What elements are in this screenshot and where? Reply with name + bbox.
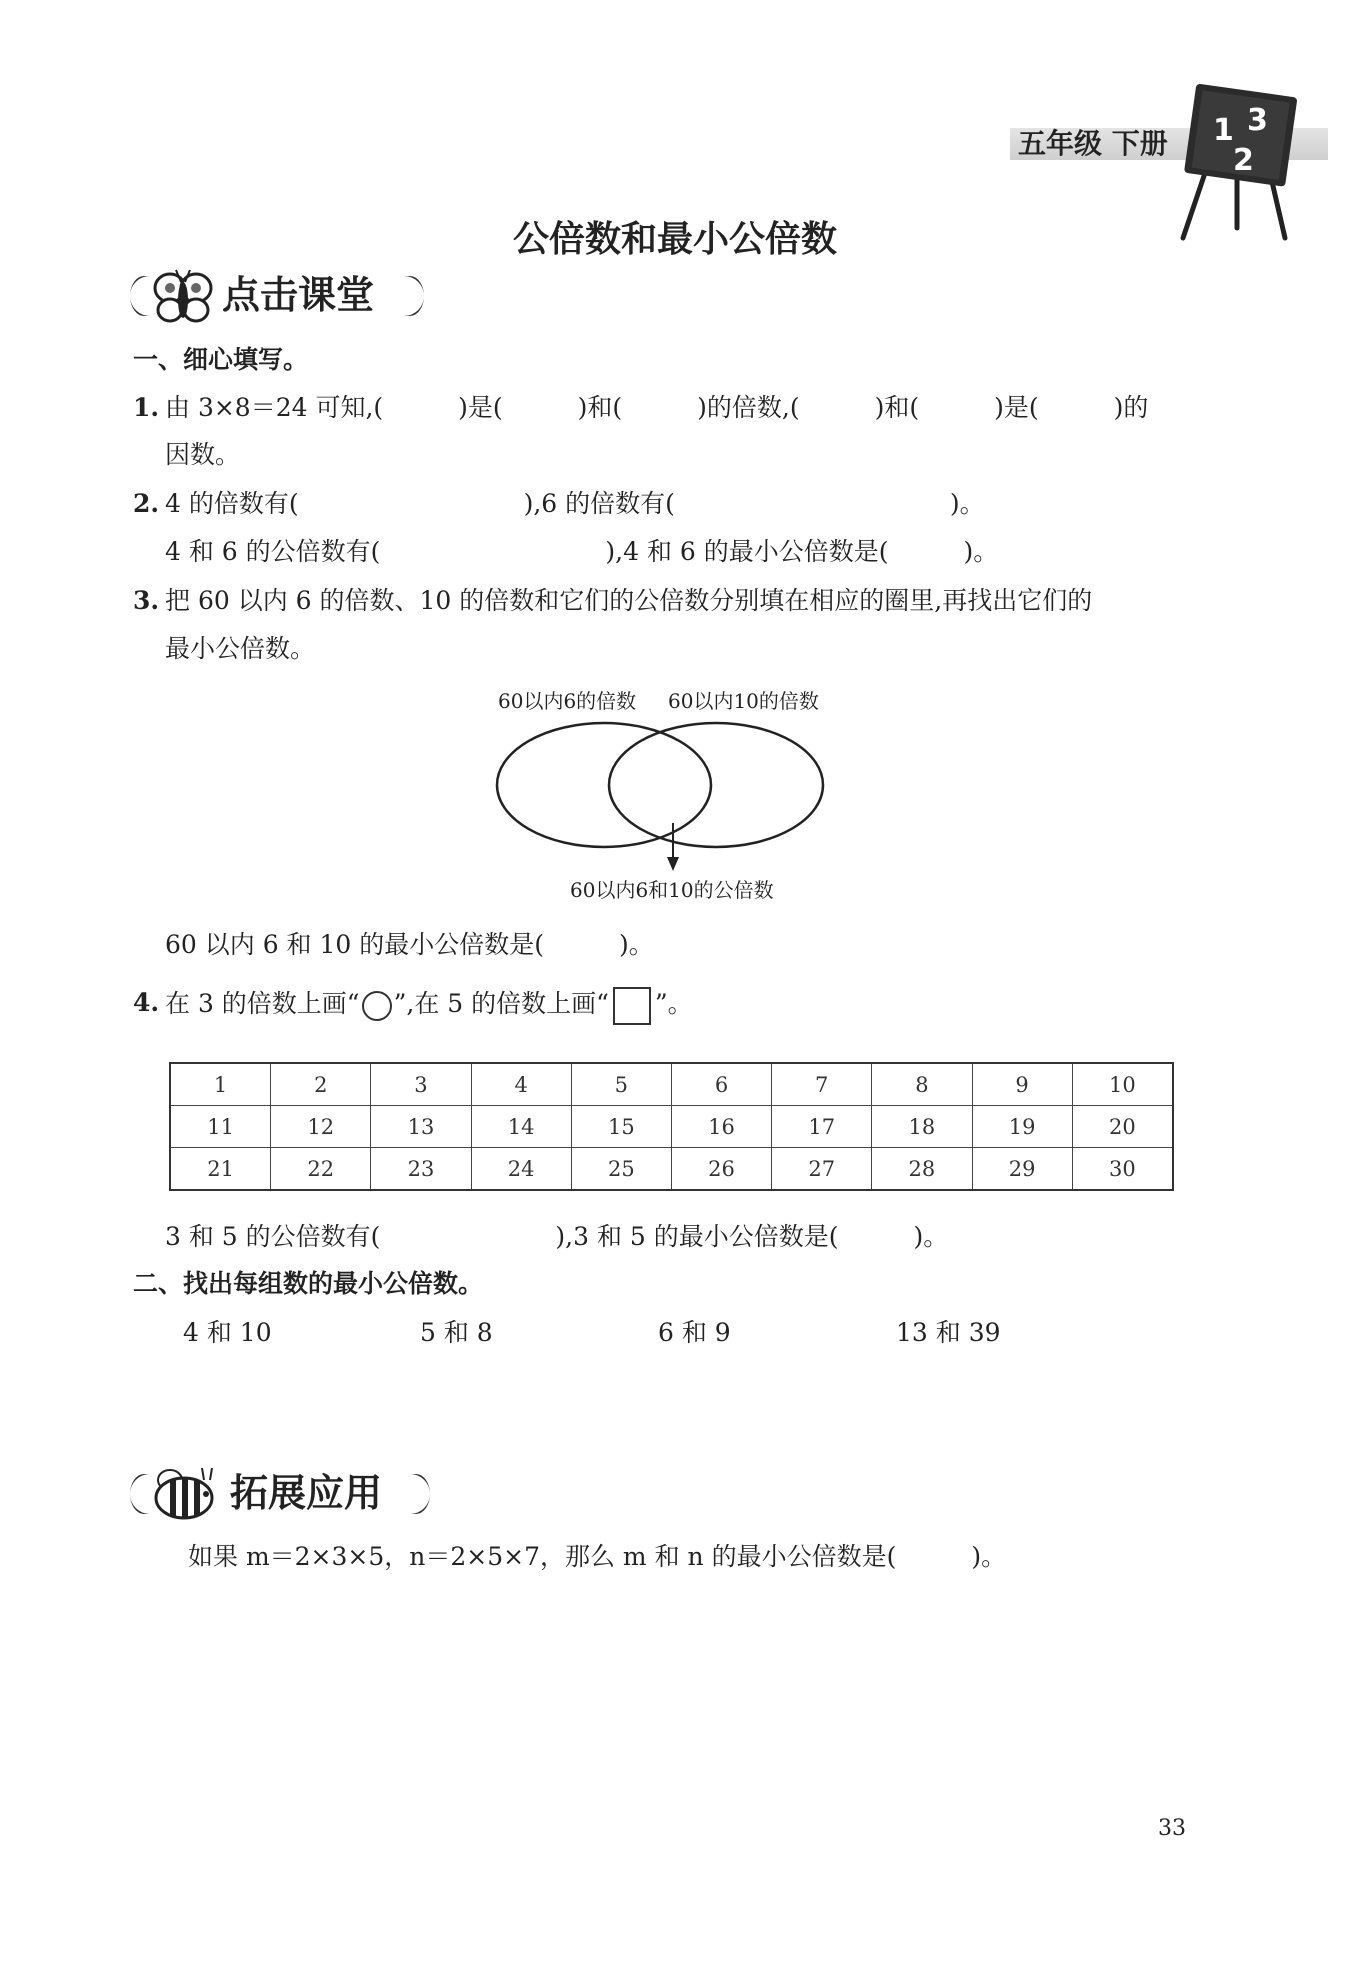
grid-cell[interactable]: 21: [170, 1148, 271, 1191]
q1-line1: 由 3×8＝24 可知,( )是( )和( )的倍数,( )和( )是( )的: [165, 393, 1149, 422]
grid-row: [170, 1148, 1173, 1191]
part2-heading: 二、找出每组数的最小公倍数。: [133, 1269, 484, 1298]
venn-label-bottom: 60以内6和10的公倍数: [570, 878, 774, 902]
q3-answer-line: 60 以内 6 和 10 的最小公倍数是( )。: [165, 930, 654, 959]
grid-cell[interactable]: 20: [1072, 1106, 1173, 1148]
logo-digit-3: 3: [1247, 103, 1268, 138]
grid-cell[interactable]: 30: [1072, 1148, 1173, 1191]
grid-cell[interactable]: 7: [772, 1063, 872, 1106]
part1-heading: 一、细心填写。: [133, 345, 309, 374]
grid-cell[interactable]: 16: [671, 1106, 771, 1148]
banner-right-cap-icon: [402, 274, 424, 318]
q2-number: 2.: [133, 489, 160, 518]
extension-banner-text: 拓展应用: [230, 1471, 383, 1515]
grid-cell[interactable]: 6: [671, 1063, 771, 1106]
grid-cell[interactable]: 9: [972, 1063, 1072, 1106]
logo-digit-1: 1: [1213, 113, 1234, 148]
grid-cell[interactable]: 29: [972, 1148, 1072, 1191]
grid-cell[interactable]: 5: [571, 1063, 671, 1106]
venn-circle-multiples-of-6: [497, 723, 711, 847]
grid-cell[interactable]: 12: [271, 1106, 371, 1148]
logo-digit-2: 2: [1233, 143, 1254, 178]
number-grid: [169, 1062, 1174, 1191]
grid-cell[interactable]: 8: [872, 1063, 972, 1106]
part2-group-4: 13 和 39: [896, 1318, 1001, 1347]
bee-icon: [148, 1466, 220, 1526]
q4-instruction: [165, 984, 693, 1025]
grid-cell[interactable]: 3: [371, 1063, 471, 1106]
extension-banner: [130, 1466, 430, 1522]
q3-line1: 把 60 以内 6 的倍数、10 的倍数和它们的公倍数分别填在相应的圈里,再找出它们的: [165, 586, 1093, 615]
page-number: 33: [1158, 1816, 1186, 1841]
q4-text-b: ”,在 5 的倍数上画“: [393, 989, 609, 1018]
grid-cell[interactable]: 19: [972, 1106, 1072, 1148]
venn-circle-multiples-of-10: [609, 723, 823, 847]
grade-label: 五年级 下册: [1018, 127, 1168, 160]
circle-symbol-icon: [362, 991, 392, 1021]
venn-label-left: 60以内6的倍数: [498, 689, 637, 713]
banner-left-cap-icon: [130, 274, 152, 318]
page-title: 公倍数和最小公倍数: [512, 219, 837, 260]
grid-row: [170, 1106, 1173, 1148]
q3-line2: 最小公倍数。: [165, 634, 316, 663]
grid-cell[interactable]: 25: [571, 1148, 671, 1191]
part2-group-1: 4 和 10: [183, 1318, 272, 1347]
venn-arrow-head: [667, 857, 679, 871]
grid-cell[interactable]: 1: [170, 1063, 271, 1106]
grid-cell[interactable]: 13: [371, 1106, 471, 1148]
grid-cell[interactable]: 14: [471, 1106, 571, 1148]
grid-cell[interactable]: 18: [872, 1106, 972, 1148]
part2-group-3: 6 和 9: [658, 1318, 731, 1347]
classroom-banner-text: 点击课堂: [222, 273, 375, 317]
extension-problem: 如果 m＝2×3×5，n＝2×5×7，那么 m 和 n 的最小公倍数是( )。: [188, 1542, 1007, 1571]
grid-cell[interactable]: 11: [170, 1106, 271, 1148]
venn-diagram: [490, 715, 860, 875]
grid-cell[interactable]: 24: [471, 1148, 571, 1191]
classroom-banner: [130, 268, 430, 324]
grid-cell[interactable]: 17: [772, 1106, 872, 1148]
venn-label-right: 60以内10的倍数: [668, 689, 819, 713]
banner-right-cap-icon: [408, 1472, 430, 1516]
grid-cell[interactable]: 26: [671, 1148, 771, 1191]
grid-cell[interactable]: 22: [271, 1148, 371, 1191]
q2-line1: 4 的倍数有( ),6 的倍数有( )。: [165, 489, 985, 518]
grid-cell[interactable]: 28: [872, 1148, 972, 1191]
q1-line2: 因数。: [165, 440, 241, 469]
square-symbol-icon: [613, 987, 651, 1025]
q1-number: 1.: [133, 393, 160, 422]
grid-row: [170, 1063, 1173, 1106]
grid-cell[interactable]: 4: [471, 1063, 571, 1106]
butterfly-icon: [152, 268, 214, 328]
grid-cell[interactable]: 2: [271, 1063, 371, 1106]
q2-line2: 4 和 6 的公倍数有( ),4 和 6 的最小公倍数是( )。: [165, 537, 999, 566]
grid-cell[interactable]: 15: [571, 1106, 671, 1148]
q4-text-c: ”。: [654, 989, 693, 1018]
q3-number: 3.: [133, 586, 160, 615]
q4-answer-line: 3 和 5 的公倍数有( ),3 和 5 的最小公倍数是( )。: [165, 1222, 949, 1251]
part2-group-2: 5 和 8: [420, 1318, 493, 1347]
q4-text-a: 在 3 的倍数上画“: [165, 989, 360, 1018]
grid-cell[interactable]: 23: [371, 1148, 471, 1191]
grid-cell[interactable]: 27: [772, 1148, 872, 1191]
grid-cell[interactable]: 10: [1072, 1063, 1173, 1106]
q4-number: 4.: [133, 988, 160, 1017]
